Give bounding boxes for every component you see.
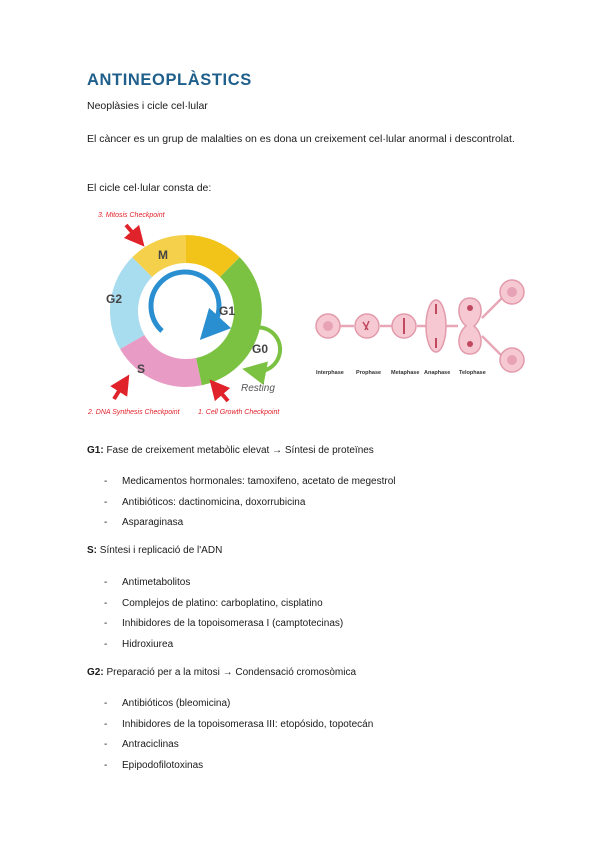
mitosis-stages-figure bbox=[312, 274, 530, 380]
stage-label: Anaphase bbox=[424, 370, 451, 376]
list-item-text: Antibióticos: dactinomicina, doxorrubicina bbox=[122, 496, 306, 508]
daughter-cell-top bbox=[500, 280, 524, 304]
anaphase-cell bbox=[426, 300, 446, 352]
stage-label: Metaphase bbox=[391, 370, 420, 376]
section-s-drug-list bbox=[104, 576, 343, 658]
metaphase-cell bbox=[392, 314, 416, 338]
section-g1-text: Fase de creixement metabòlic elevat → Síntesi de proteïnes bbox=[106, 445, 374, 456]
phase-label-g2: G2 bbox=[106, 292, 123, 306]
list-item-text: Antraciclinas bbox=[122, 739, 179, 750]
section-s-text: Síntesi i replicació de l'ADN bbox=[99, 545, 223, 556]
section-g2-text: Preparació per a la mitosi → Condensació cromosòmica bbox=[106, 667, 357, 678]
list-item: - Antimetabolitos bbox=[104, 577, 191, 588]
dna-checkpoint-label: 2. DNA Synthesis Checkpoint bbox=[88, 409, 180, 416]
section-s-label: S: bbox=[87, 545, 97, 556]
page-title: ANTINEOPLÀSTICS bbox=[87, 71, 252, 89]
mitosis-checkpoint-arrow bbox=[126, 225, 138, 239]
ring-segment-s bbox=[120, 335, 202, 387]
stage-label: Prophase bbox=[356, 370, 382, 376]
list-item-text: Hidroxiurea bbox=[122, 638, 174, 650]
stage-connector bbox=[482, 298, 502, 318]
section-g2-heading bbox=[87, 667, 356, 678]
list-item: - Antibióticos: dactinomicina, doxorrubicina bbox=[104, 496, 306, 508]
phase-label-m: M bbox=[158, 248, 168, 262]
section-g1-label: G1: bbox=[87, 445, 104, 456]
cell-cycle-diagram bbox=[86, 205, 286, 421]
list-item-text: Complejos de platino: carboplatino, cisplatino bbox=[122, 597, 323, 609]
list-item: - Inhibidores de la topoisomerasa III: etopósido, topotecán bbox=[104, 718, 374, 730]
cycle-ring bbox=[110, 235, 262, 387]
daughter-cell-bottom bbox=[500, 348, 524, 372]
growth-checkpoint-label: 1. Cell Growth Checkpoint bbox=[198, 409, 280, 416]
list-item-text: Inhibidores de la topoisomerasa III: etopósido, topotecán bbox=[122, 718, 374, 730]
list-item-text: Antimetabolitos bbox=[122, 577, 191, 588]
resting-label: Resting bbox=[241, 383, 275, 394]
interphase-cell bbox=[316, 314, 340, 338]
section-s-heading bbox=[87, 545, 222, 556]
list-item: - Antraciclinas bbox=[104, 739, 179, 750]
page-subtitle: Neoplàsies i cicle cel·lular bbox=[87, 100, 208, 112]
list-item: - Antibióticos (bleomicina) bbox=[104, 698, 231, 709]
list-item-text: Medicamentos hormonales: tamoxifeno, acetato de megestrol bbox=[122, 476, 396, 487]
list-item-text: Antibióticos (bleomicina) bbox=[122, 698, 231, 709]
cycle-direction-arrow bbox=[151, 272, 219, 331]
telophase-cell bbox=[459, 298, 481, 354]
list-item-text: Asparaginasa bbox=[122, 517, 184, 528]
section-g1-heading bbox=[87, 445, 374, 456]
stage-label: Telophase bbox=[459, 370, 486, 376]
list-item: - Complejos de platino: carboplatino, cisplatino bbox=[104, 597, 323, 609]
section-g1-drug-list bbox=[104, 475, 395, 537]
phase-label-s: S bbox=[137, 362, 146, 376]
growth-checkpoint-arrow bbox=[216, 387, 228, 401]
intro-paragraph: El càncer es un grup de malalties on es dona un creixement cel·lular anormal i descontrolat. bbox=[87, 133, 515, 145]
list-item: - Epipodofilotoxinas bbox=[104, 759, 204, 771]
list-item: - Hidroxiurea bbox=[104, 638, 174, 650]
prophase-cell bbox=[355, 314, 379, 338]
cycle-lead-text: El cicle cel·lular consta de: bbox=[87, 182, 212, 194]
stage-label: Interphase bbox=[316, 370, 344, 376]
dna-checkpoint-arrow bbox=[114, 383, 124, 399]
section-g2-label: G2: bbox=[87, 667, 104, 678]
list-item: - Inhibidores de la topoisomerasa I (camptotecinas) bbox=[104, 618, 344, 629]
list-item: - Asparaginasa bbox=[104, 517, 184, 528]
section-g2-drug-list bbox=[104, 697, 373, 779]
phase-label-g1: G1 bbox=[219, 304, 236, 318]
cell-cycle-figure bbox=[86, 205, 286, 421]
mitosis-stages-diagram bbox=[312, 274, 530, 380]
phase-label-g0: G0 bbox=[252, 342, 269, 356]
list-item-text: Inhibidores de la topoisomerasa I (camptotecinas) bbox=[122, 618, 344, 629]
list-item-text: Epipodofilotoxinas bbox=[122, 759, 204, 771]
mitosis-checkpoint-label: 3. Mitosis Checkpoint bbox=[98, 212, 165, 219]
list-item: - Medicamentos hormonales: tamoxifeno, acetato de megestrol bbox=[104, 476, 396, 487]
stage-connector bbox=[482, 336, 502, 356]
